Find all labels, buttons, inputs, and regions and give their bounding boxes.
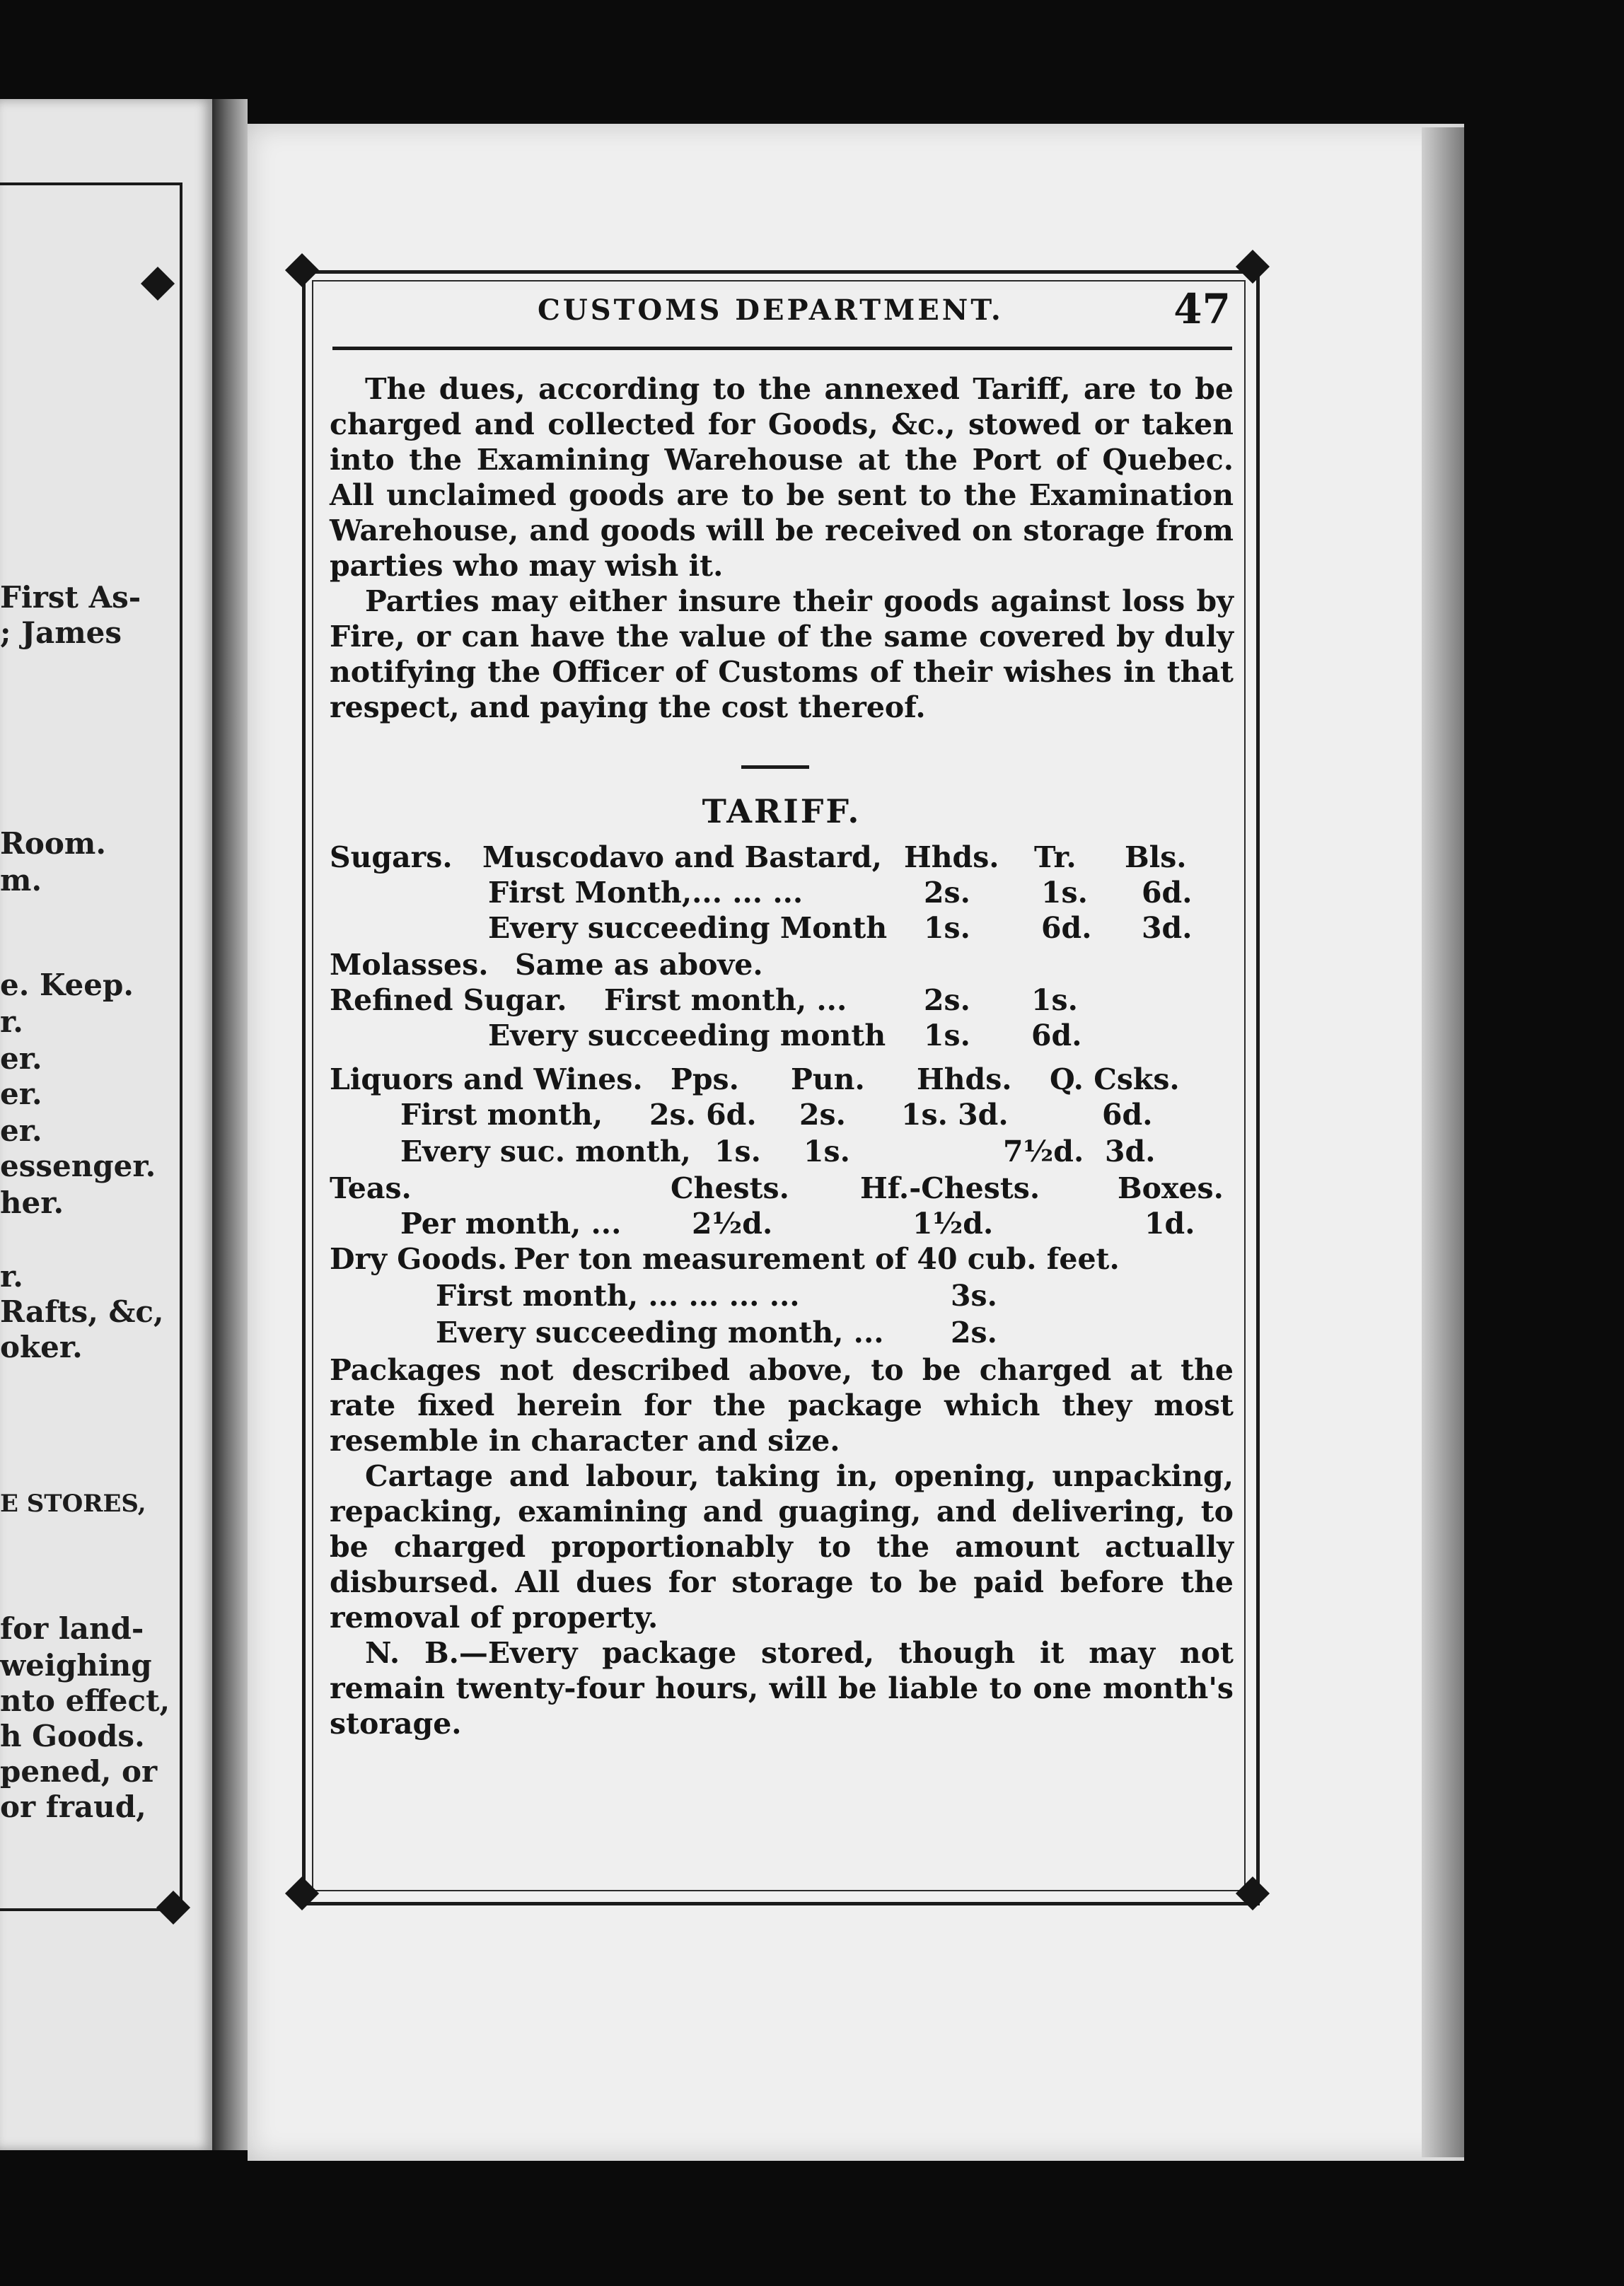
tariff-value: 6d. [1142, 876, 1193, 910]
tariff-col-header: Boxes. [1118, 1171, 1224, 1205]
left-page-line: oker. [0, 1330, 83, 1364]
tariff-row-label: First month, [400, 1098, 603, 1132]
tariff-item-kind: Per ton measurement of 40 cub. feet. [514, 1242, 1120, 1276]
running-header [332, 286, 1231, 350]
tariff-item-label: Refined Sugar. [330, 983, 567, 1017]
intro-paragraph-2: Parties may either insure their goods against loss by Fire, or can have the value of the same covered by duly notifying the Officer of Customs of their wishes in that respect, and paying the cost thereof. [330, 584, 1234, 724]
tariff-value: 7½d. [1003, 1135, 1084, 1168]
left-page-line: nto effect, [0, 1683, 170, 1718]
tariff-col-header: Bls. [1125, 840, 1187, 874]
left-page-line: essenger. [0, 1149, 156, 1183]
tariff-row-label: First month, ... [604, 983, 847, 1017]
left-page-line: er. [0, 1041, 42, 1076]
tariff-col-header: Q. Csks. [1050, 1062, 1180, 1096]
tariff-row-label: Every suc. month, [400, 1135, 691, 1168]
left-page-line: m. [0, 863, 42, 898]
tariff-item-label: Dry Goods. [330, 1242, 507, 1276]
tariff-col-header: Tr. [1034, 840, 1077, 874]
left-page-line: r. [0, 1259, 23, 1294]
nb-note: N. B.—Every package stored, though it may not remain twenty-four hours, will be liable to one month's storage. [330, 1636, 1234, 1741]
tariff-value: 2s. [951, 1316, 997, 1350]
packages-note: Packages not described above, to be charged at the rate fixed herein for the package which they most resemble in character and size. [330, 1353, 1234, 1458]
tariff-value: 1d. [1144, 1207, 1195, 1241]
left-page-line: her. [0, 1185, 64, 1220]
tariff-item-label: Liquors and Wines. [330, 1062, 643, 1096]
tariff-value: 1s. [924, 1019, 970, 1052]
tariff-value: 1s. 3d. [901, 1098, 1009, 1132]
intro-text [330, 371, 1234, 725]
left-page-line: e. Keep. [0, 968, 134, 1002]
tariff-value: 1s. [714, 1135, 761, 1168]
tariff-value: 3d. [1142, 911, 1193, 945]
tariff-row-label: First month, ... ... ... ... [436, 1279, 800, 1313]
left-page-line: Rafts, &c, [0, 1294, 164, 1329]
tariff-value: 3d. [1105, 1135, 1156, 1168]
tariff-value: 1s. [1031, 983, 1078, 1017]
left-page-line: ; James [0, 615, 122, 650]
page-edge-shadow [1422, 127, 1464, 2157]
left-page-line: or fraud, [0, 1789, 146, 1824]
tariff-value: 1s. [804, 1135, 850, 1168]
tariff-value: 3s. [951, 1279, 997, 1313]
tariff-item-label: Molasses. [330, 948, 489, 982]
tariff-value: 6d. [1031, 1019, 1082, 1052]
tariff-value: 6d. [1102, 1098, 1153, 1132]
tariff-col-header: Pun. [791, 1062, 865, 1096]
left-page-line: pened, or [0, 1754, 158, 1789]
book-gutter [212, 99, 248, 2150]
tariff-item-kind: Same as above. [515, 948, 763, 982]
tariff-col-header: Hhds. [904, 840, 999, 874]
tariff-value: 6d. [1041, 911, 1092, 945]
cartage-note: Cartage and labour, taking in, opening, unpacking, repacking, examining and guaging, and delivering, to be charged proportionably to the amount actually disbursed. All dues for storage to be paid before the removal of property. [330, 1459, 1234, 1635]
left-page-line: h Goods. [0, 1719, 145, 1753]
left-page-line: er. [0, 1077, 42, 1111]
tariff-value: 2s. 6d. [649, 1098, 757, 1132]
tariff-value: 1s. [924, 911, 970, 945]
tariff-item-kind: Muscodavo and Bastard, [482, 840, 882, 874]
section-divider [741, 765, 809, 769]
tariff-value: 2s. [924, 983, 970, 1017]
left-page-line: er. [0, 1113, 42, 1148]
tariff-item-label: Sugars. [330, 840, 453, 874]
intro-paragraph-1: The dues, according to the annexed Tariff, are to be charged and collected for Goods, &c., stowed or taken into the Examining Warehouse at the Port of Quebec. All unclaimed goods are to be sent to the Examination Warehouse, and goods will be received on storage from parties who may wish it. [330, 372, 1234, 583]
tariff-value: 2s. [924, 876, 970, 910]
left-page-line: r. [0, 1004, 23, 1039]
left-page-line: Room. [0, 826, 106, 861]
tariff-col-header: Hf.-Chests. [860, 1171, 1040, 1205]
tariff-heading: TARIFF. [702, 792, 862, 830]
page-title: CUSTOMS DEPARTMENT. [538, 294, 1004, 327]
tariff-col-header: Pps. [671, 1062, 739, 1096]
tariff-value: 2s. [799, 1098, 846, 1132]
tariff-row-label: Every succeeding month [488, 1019, 886, 1052]
notes-text [330, 1352, 1234, 1741]
tariff-row-label: First Month,... ... ... [488, 876, 804, 910]
left-page-line: First As- [0, 580, 141, 615]
tariff-col-header: Chests. [671, 1171, 789, 1205]
left-page-line: E STORES, [0, 1490, 146, 1518]
tariff-col-header: Hhds. [917, 1062, 1012, 1096]
header-rule [332, 347, 1232, 350]
tariff-row-label: Every succeeding month, ... [436, 1316, 884, 1350]
tariff-row-label: Per month, ... [400, 1207, 622, 1241]
tariff-value: 1s. [1041, 876, 1088, 910]
tariff-value: 1½d. [912, 1207, 994, 1241]
left-page-line: weighing [0, 1648, 152, 1683]
tariff-value: 2½d. [692, 1207, 773, 1241]
page-number: 47 [1173, 285, 1231, 333]
tariff-row-label: Every succeeding Month [488, 911, 888, 945]
left-page-line: for land- [0, 1611, 144, 1646]
tariff-item-label: Teas. [330, 1171, 412, 1205]
